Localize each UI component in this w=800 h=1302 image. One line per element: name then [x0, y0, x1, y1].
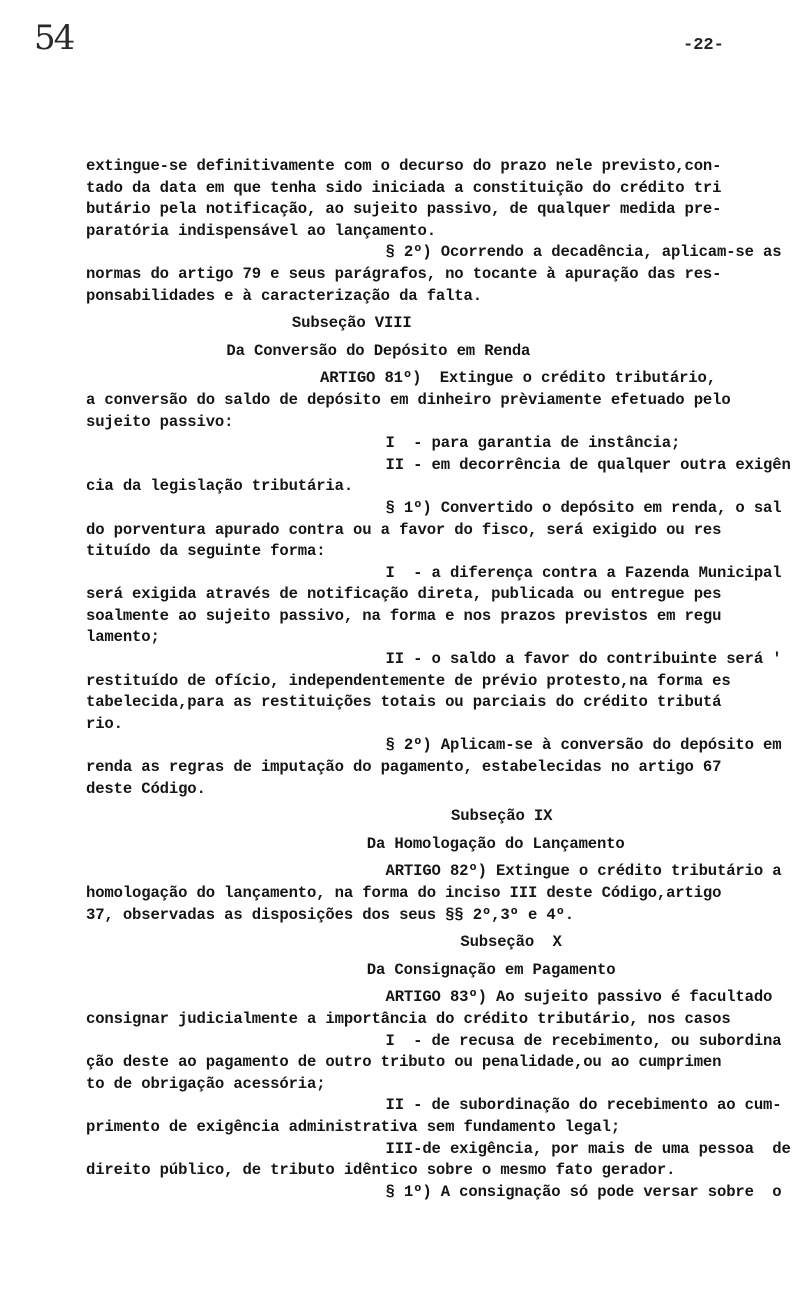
text-line: ARTIGO 83º) Ao sujeito passivo é facultado — [385, 988, 773, 1007]
handwritten-page-number: 54 — [34, 18, 74, 58]
text-line: I - para garantia de instância; — [385, 434, 681, 453]
text-line: to de obrigação acessória; — [86, 1074, 326, 1093]
text-line: restituído de ofício, independentemente de prévio protesto,na forma es — [86, 671, 731, 690]
section-heading: Da Consignação em Pagamento — [366, 960, 616, 979]
text-line: rio. — [86, 714, 123, 733]
section-heading: Da Homologação do Lançamento — [366, 834, 625, 853]
text-line: 37, observadas as disposições dos seus §§ 2º,3º e 4º. — [86, 905, 575, 924]
body-text — [86, 156, 791, 1203]
text-line: paratória indispensável ao lançamento. — [86, 221, 436, 240]
text-line: ção deste ao pagamento de outro tributo ou penalidade,ou ao cumprimen — [86, 1053, 722, 1072]
text-line: do porventura apurado contra ou a favor do fisco, será exigido ou res — [86, 520, 722, 539]
text-line: a conversão do saldo de depósito em dinheiro prèviamente efetuado pelo — [86, 390, 731, 409]
text-line: I - a diferença contra a Fazenda Municipal — [385, 563, 782, 582]
text-line: soalmente ao sujeito passivo, na forma e nos prazos previstos em regu — [86, 606, 722, 625]
text-line: tituído da seguinte forma: — [86, 542, 326, 561]
text-line: renda as regras de imputação do pagamento, estabelecidas no artigo 67 — [86, 758, 722, 777]
text-line: cia da legislação tributária. — [86, 477, 354, 496]
text-line: ARTIGO 81º) Extingue o crédito tributário, — [320, 369, 716, 388]
text-line: homologação do lançamento, na forma do inciso III deste Código,artigo — [86, 884, 722, 902]
text-line: tabelecida,para as restituições totais ou parciais do crédito tributá — [86, 693, 722, 712]
text-line: ARTIGO 82º) Extingue o crédito tributário a — [385, 862, 782, 881]
section-heading: Subseção VIII — [291, 314, 412, 333]
text-line: § 2º) Ocorrendo a decadência, aplicam-se as — [385, 243, 782, 262]
text-line: § 1º) Convertido o depósito em renda, o sal — [385, 498, 782, 517]
section-heading: Subseção IX — [451, 807, 553, 826]
text-line: II - de subordinação do recebimento ao cum- — [385, 1096, 782, 1115]
text-line: III-de exigência, por mais de uma pessoa de — [385, 1139, 791, 1158]
text-line: II - em decorrência de qualquer outra exigên — [385, 455, 791, 474]
text-line: lamento; — [86, 628, 160, 647]
text-line: sujeito passivo: — [86, 412, 234, 431]
text-line: extingue-se definitivamente com o decurso do prazo nele previsto,con- — [86, 157, 722, 175]
text-line: consignar judicialmente a importância do crédito tributário, nos casos — [86, 1009, 731, 1028]
section-heading: Subseção X — [460, 933, 562, 952]
text-line: direito público, de tributo idêntico sobre o mesmo fato gerador. — [86, 1161, 676, 1180]
text-line: § 1º) A consignação só pode versar sobre o — [385, 1182, 782, 1201]
text-line: será exigida através de notificação direta, publicada ou entregue pes — [86, 585, 722, 604]
text-line: II - o saldo a favor do contribuinte será ' — [385, 650, 782, 669]
section-heading: Da Conversão do Depósito em Renda — [226, 341, 531, 360]
text-line: normas do artigo 79 e seus parágrafos, no tocante à apuração das res- — [86, 264, 722, 283]
typed-page-number: -22- — [683, 36, 724, 55]
text-line: deste Código. — [86, 779, 206, 798]
text-line: tado da data em que tenha sido iniciada a constituição do crédito tri — [86, 178, 722, 197]
text-line: butário pela notificação, ao sujeito passivo, de qualquer medida pre- — [86, 200, 722, 219]
text-line: ponsabilidades e à caracterização da falta. — [86, 286, 482, 305]
text-line: § 2º) Aplicam-se à conversão do depósito em — [385, 736, 782, 755]
text-line: primento de exigência administrativa sem fundamento legal; — [86, 1117, 621, 1136]
text-line: I - de recusa de recebimento, ou subordina — [385, 1031, 782, 1050]
